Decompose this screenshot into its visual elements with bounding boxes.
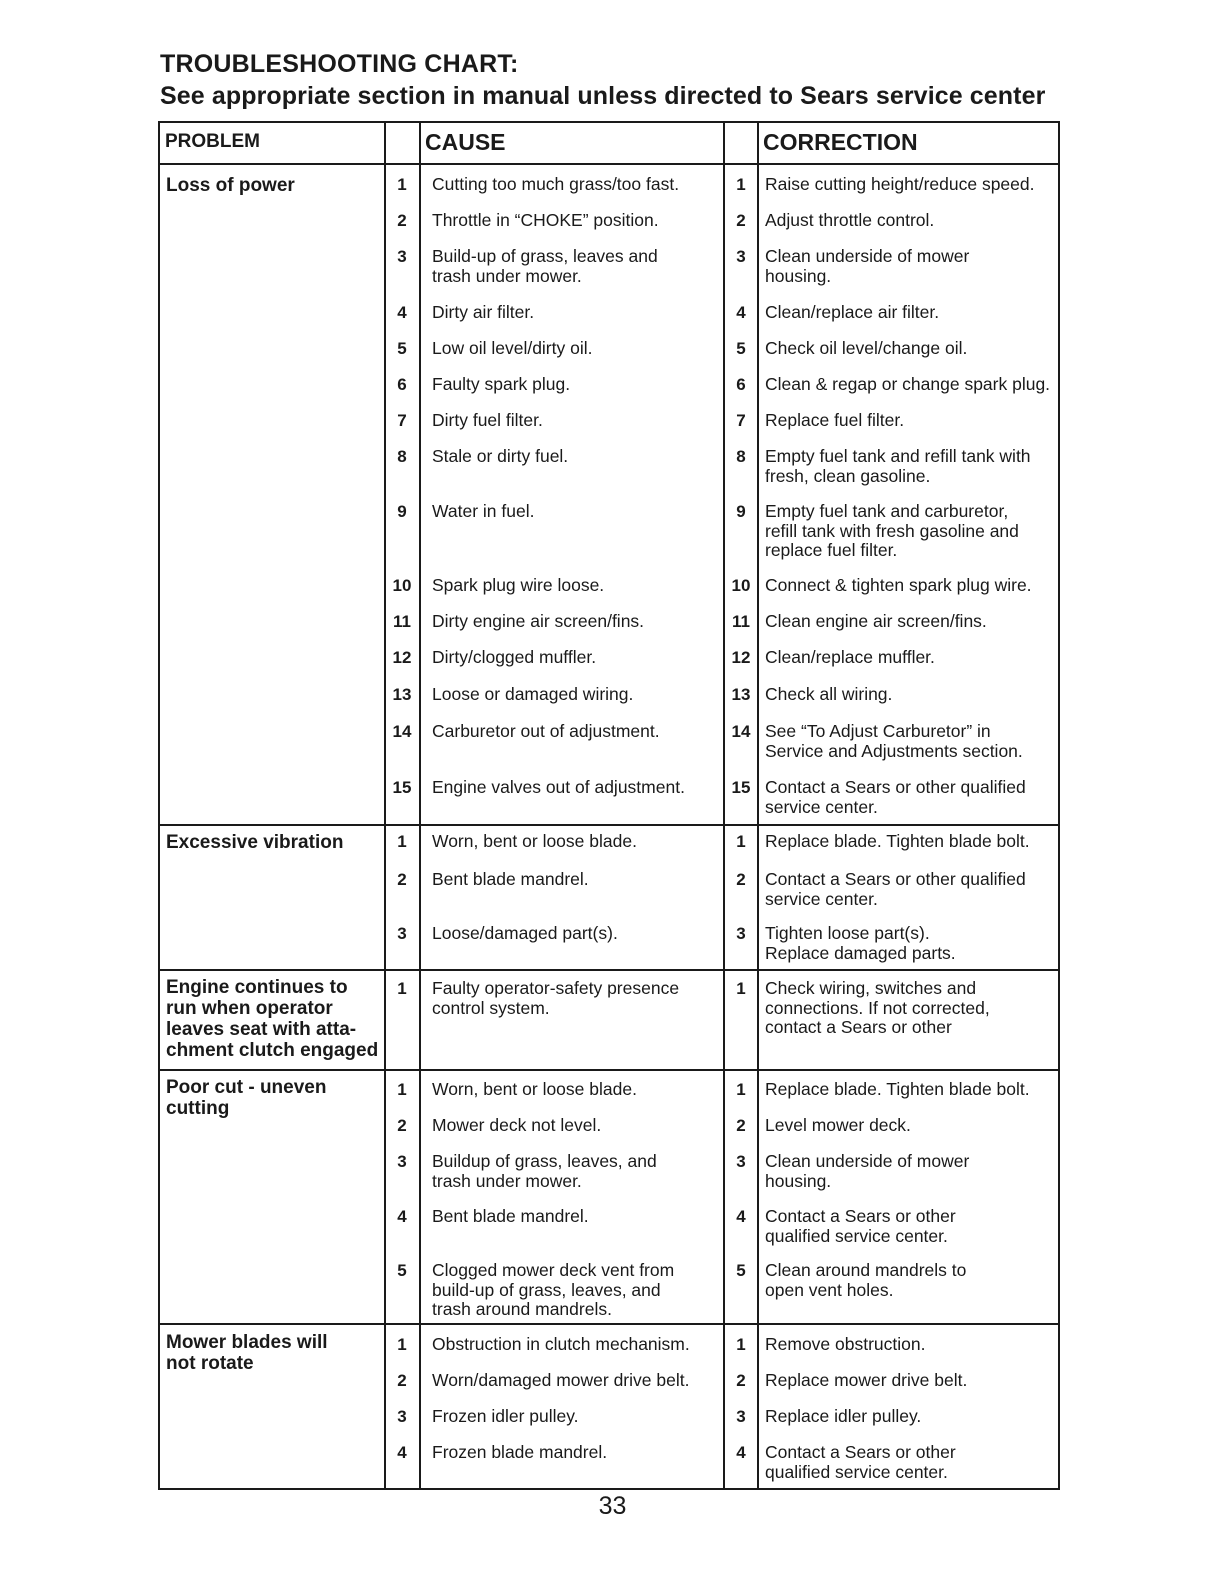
cause-number: 2 <box>397 211 407 230</box>
cause-number: 7 <box>397 411 407 430</box>
cause-number: 1 <box>397 979 407 998</box>
group-divider <box>160 824 1058 826</box>
cause-text: Bent blade mandrel. <box>432 869 589 889</box>
correction-text: Clean/replace muffler. <box>765 647 935 667</box>
correction-text: Contact a Sears or other qualified service center. <box>765 1442 956 1482</box>
cause-text: Frozen idler pulley. <box>432 1406 579 1426</box>
correction-text: Clean around mandrels to open vent holes. <box>765 1260 967 1300</box>
cause-text: Stale or dirty fuel. <box>432 446 569 466</box>
cause-text: Faulty spark plug. <box>432 374 571 394</box>
cause-number: 1 <box>397 1335 407 1354</box>
cause-number: 3 <box>397 1152 407 1171</box>
cause-number: 1 <box>397 832 407 851</box>
correction-text: Clean underside of mower housing. <box>765 1151 970 1191</box>
cause-text: Loose/damaged part(s). <box>432 923 618 943</box>
correction-text: Replace blade. Tighten blade bolt. <box>765 1079 1030 1099</box>
correction-number: 15 <box>731 778 751 797</box>
correction-text: Raise cutting height/reduce speed. <box>765 174 1035 194</box>
correction-text: Empty fuel tank and carburetor, refill tank with fresh gasoline and replace fuel filter. <box>765 501 1019 560</box>
cause-number: 1 <box>397 1080 407 1099</box>
cause-number: 10 <box>392 576 412 595</box>
correction-number: 3 <box>736 247 746 266</box>
correction-text: Level mower deck. <box>765 1115 911 1135</box>
correction-number: 4 <box>736 1207 746 1226</box>
cause-text: Worn, bent or loose blade. <box>432 1079 637 1099</box>
cause-number: 15 <box>392 778 412 797</box>
cause-number: 4 <box>397 303 407 322</box>
correction-text: Replace blade. Tighten blade bolt. <box>765 831 1030 851</box>
correction-number: 2 <box>736 870 746 889</box>
correction-number: 9 <box>736 502 746 521</box>
cause-text: Spark plug wire loose. <box>432 575 605 595</box>
cause-text: Buildup of grass, leaves, and trash under mower. <box>432 1151 657 1191</box>
page-title: TROUBLESHOOTING CHART: <box>160 50 519 78</box>
correction-text: Empty fuel tank and refill tank with fresh, clean gasoline. <box>765 446 1031 486</box>
correction-number: 5 <box>736 339 746 358</box>
cause-text: Water in fuel. <box>432 501 535 521</box>
correction-number: 1 <box>736 175 746 194</box>
cause-text: Obstruction in clutch mechanism. <box>432 1334 690 1354</box>
cause-text: Worn, bent or loose blade. <box>432 831 637 851</box>
cause-text: Faulty operator-safety presence control system. <box>432 978 680 1018</box>
cause-number: 4 <box>397 1207 407 1226</box>
correction-text: Clean/replace air filter. <box>765 302 940 322</box>
cause-number: 12 <box>392 648 412 667</box>
cause-number: 4 <box>397 1443 407 1462</box>
correction-text: Clean underside of mower housing. <box>765 246 970 286</box>
correction-number: 13 <box>731 685 751 704</box>
correction-number: 4 <box>736 1443 746 1462</box>
correction-text: Check oil level/change oil. <box>765 338 968 358</box>
header-cause: CAUSE <box>425 129 506 155</box>
cause-text: Loose or damaged wiring. <box>432 684 634 704</box>
cause-number: 2 <box>397 870 407 889</box>
correction-number: 5 <box>736 1261 746 1280</box>
cause-number: 3 <box>397 1407 407 1426</box>
cause-number: 8 <box>397 447 407 466</box>
correction-text: See “To Adjust Carburetor” in Service and Adjustments section. <box>765 721 1023 761</box>
cause-number: 5 <box>397 1261 407 1280</box>
correction-number: 1 <box>736 1080 746 1099</box>
correction-text: Check wiring, switches and connections. If not corrected, contact a Sears or other <box>765 978 990 1037</box>
cause-number: 14 <box>392 722 412 741</box>
cause-number: 1 <box>397 175 407 194</box>
header-correction: CORRECTION <box>763 129 918 155</box>
problem-label: Poor cut - uneven cutting <box>166 1077 327 1119</box>
group-divider <box>160 1069 1058 1071</box>
problem-label: Engine continues to run when operator leaves seat with atta- chment clutch engaged <box>166 977 379 1061</box>
cause-text: Dirty engine air screen/fins. <box>432 611 645 631</box>
correction-number: 12 <box>731 648 751 667</box>
cause-number: 13 <box>392 685 412 704</box>
column-divider <box>419 123 421 1488</box>
cause-text: Frozen blade mandrel. <box>432 1442 608 1462</box>
correction-number: 3 <box>736 924 746 943</box>
correction-number: 1 <box>736 1335 746 1354</box>
correction-text: Clean & regap or change spark plug. <box>765 374 1051 394</box>
correction-text: Replace mower drive belt. <box>765 1370 968 1390</box>
header-problem: PROBLEM <box>165 131 260 152</box>
correction-number: 11 <box>732 612 750 631</box>
cause-number: 2 <box>397 1116 407 1135</box>
page-subtitle: See appropriate section in manual unless directed to Sears service center <box>160 82 1046 110</box>
cause-text: Clogged mower deck vent from build-up of grass, leaves, and trash around mandrels. <box>432 1260 675 1319</box>
correction-text: Clean engine air screen/fins. <box>765 611 987 631</box>
column-divider <box>384 123 386 1488</box>
header-divider <box>160 163 1058 165</box>
group-divider <box>160 1323 1058 1325</box>
correction-text: Tighten loose part(s). Replace damaged parts. <box>765 923 956 963</box>
correction-number: 2 <box>736 1116 746 1135</box>
cause-number: 3 <box>397 924 407 943</box>
cause-text: Engine valves out of adjustment. <box>432 777 685 797</box>
cause-text: Low oil level/dirty oil. <box>432 338 593 358</box>
cause-number: 2 <box>397 1371 407 1390</box>
correction-number: 8 <box>736 447 746 466</box>
correction-text: Adjust throttle control. <box>765 210 935 230</box>
problem-label: Excessive vibration <box>166 832 344 853</box>
correction-text: Remove obstruction. <box>765 1334 926 1354</box>
correction-text: Contact a Sears or other qualified service center. <box>765 777 1026 817</box>
correction-text: Replace fuel filter. <box>765 410 905 430</box>
cause-text: Worn/damaged mower drive belt. <box>432 1370 690 1390</box>
correction-number: 1 <box>736 979 746 998</box>
correction-number: 2 <box>736 1371 746 1390</box>
cause-number: 6 <box>397 375 407 394</box>
cause-text: Dirty fuel filter. <box>432 410 543 430</box>
correction-number: 2 <box>736 211 746 230</box>
column-divider <box>757 123 759 1488</box>
cause-number: 9 <box>397 502 407 521</box>
correction-text: Connect & tighten spark plug wire. <box>765 575 1032 595</box>
correction-number: 3 <box>736 1407 746 1426</box>
cause-text: Mower deck not level. <box>432 1115 602 1135</box>
cause-text: Cutting too much grass/too fast. <box>432 174 680 194</box>
correction-number: 1 <box>736 832 746 851</box>
cause-number: 5 <box>397 339 407 358</box>
correction-number: 6 <box>736 375 746 394</box>
cause-text: Carburetor out of adjustment. <box>432 721 660 741</box>
correction-number: 10 <box>731 576 751 595</box>
problem-label: Mower blades will not rotate <box>166 1332 328 1374</box>
cause-text: Throttle in “CHOKE” position. <box>432 210 659 230</box>
correction-number: 4 <box>736 303 746 322</box>
correction-text: Replace idler pulley. <box>765 1406 922 1426</box>
troubleshooting-table <box>158 121 1060 1490</box>
correction-text: Check all wiring. <box>765 684 893 704</box>
group-divider <box>160 969 1058 971</box>
correction-number: 14 <box>731 722 751 741</box>
page-number: 33 <box>598 1492 627 1520</box>
cause-text: Bent blade mandrel. <box>432 1206 589 1226</box>
correction-number: 7 <box>736 411 746 430</box>
correction-text: Contact a Sears or other qualified service center. <box>765 869 1026 909</box>
cause-number: 11 <box>393 612 411 631</box>
problem-label: Loss of power <box>166 175 295 196</box>
cause-number: 3 <box>397 247 407 266</box>
cause-text: Build-up of grass, leaves and trash under mower. <box>432 246 658 286</box>
correction-text: Contact a Sears or other qualified service center. <box>765 1206 956 1246</box>
cause-text: Dirty air filter. <box>432 302 535 322</box>
cause-text: Dirty/clogged muffler. <box>432 647 597 667</box>
correction-number: 3 <box>736 1152 746 1171</box>
